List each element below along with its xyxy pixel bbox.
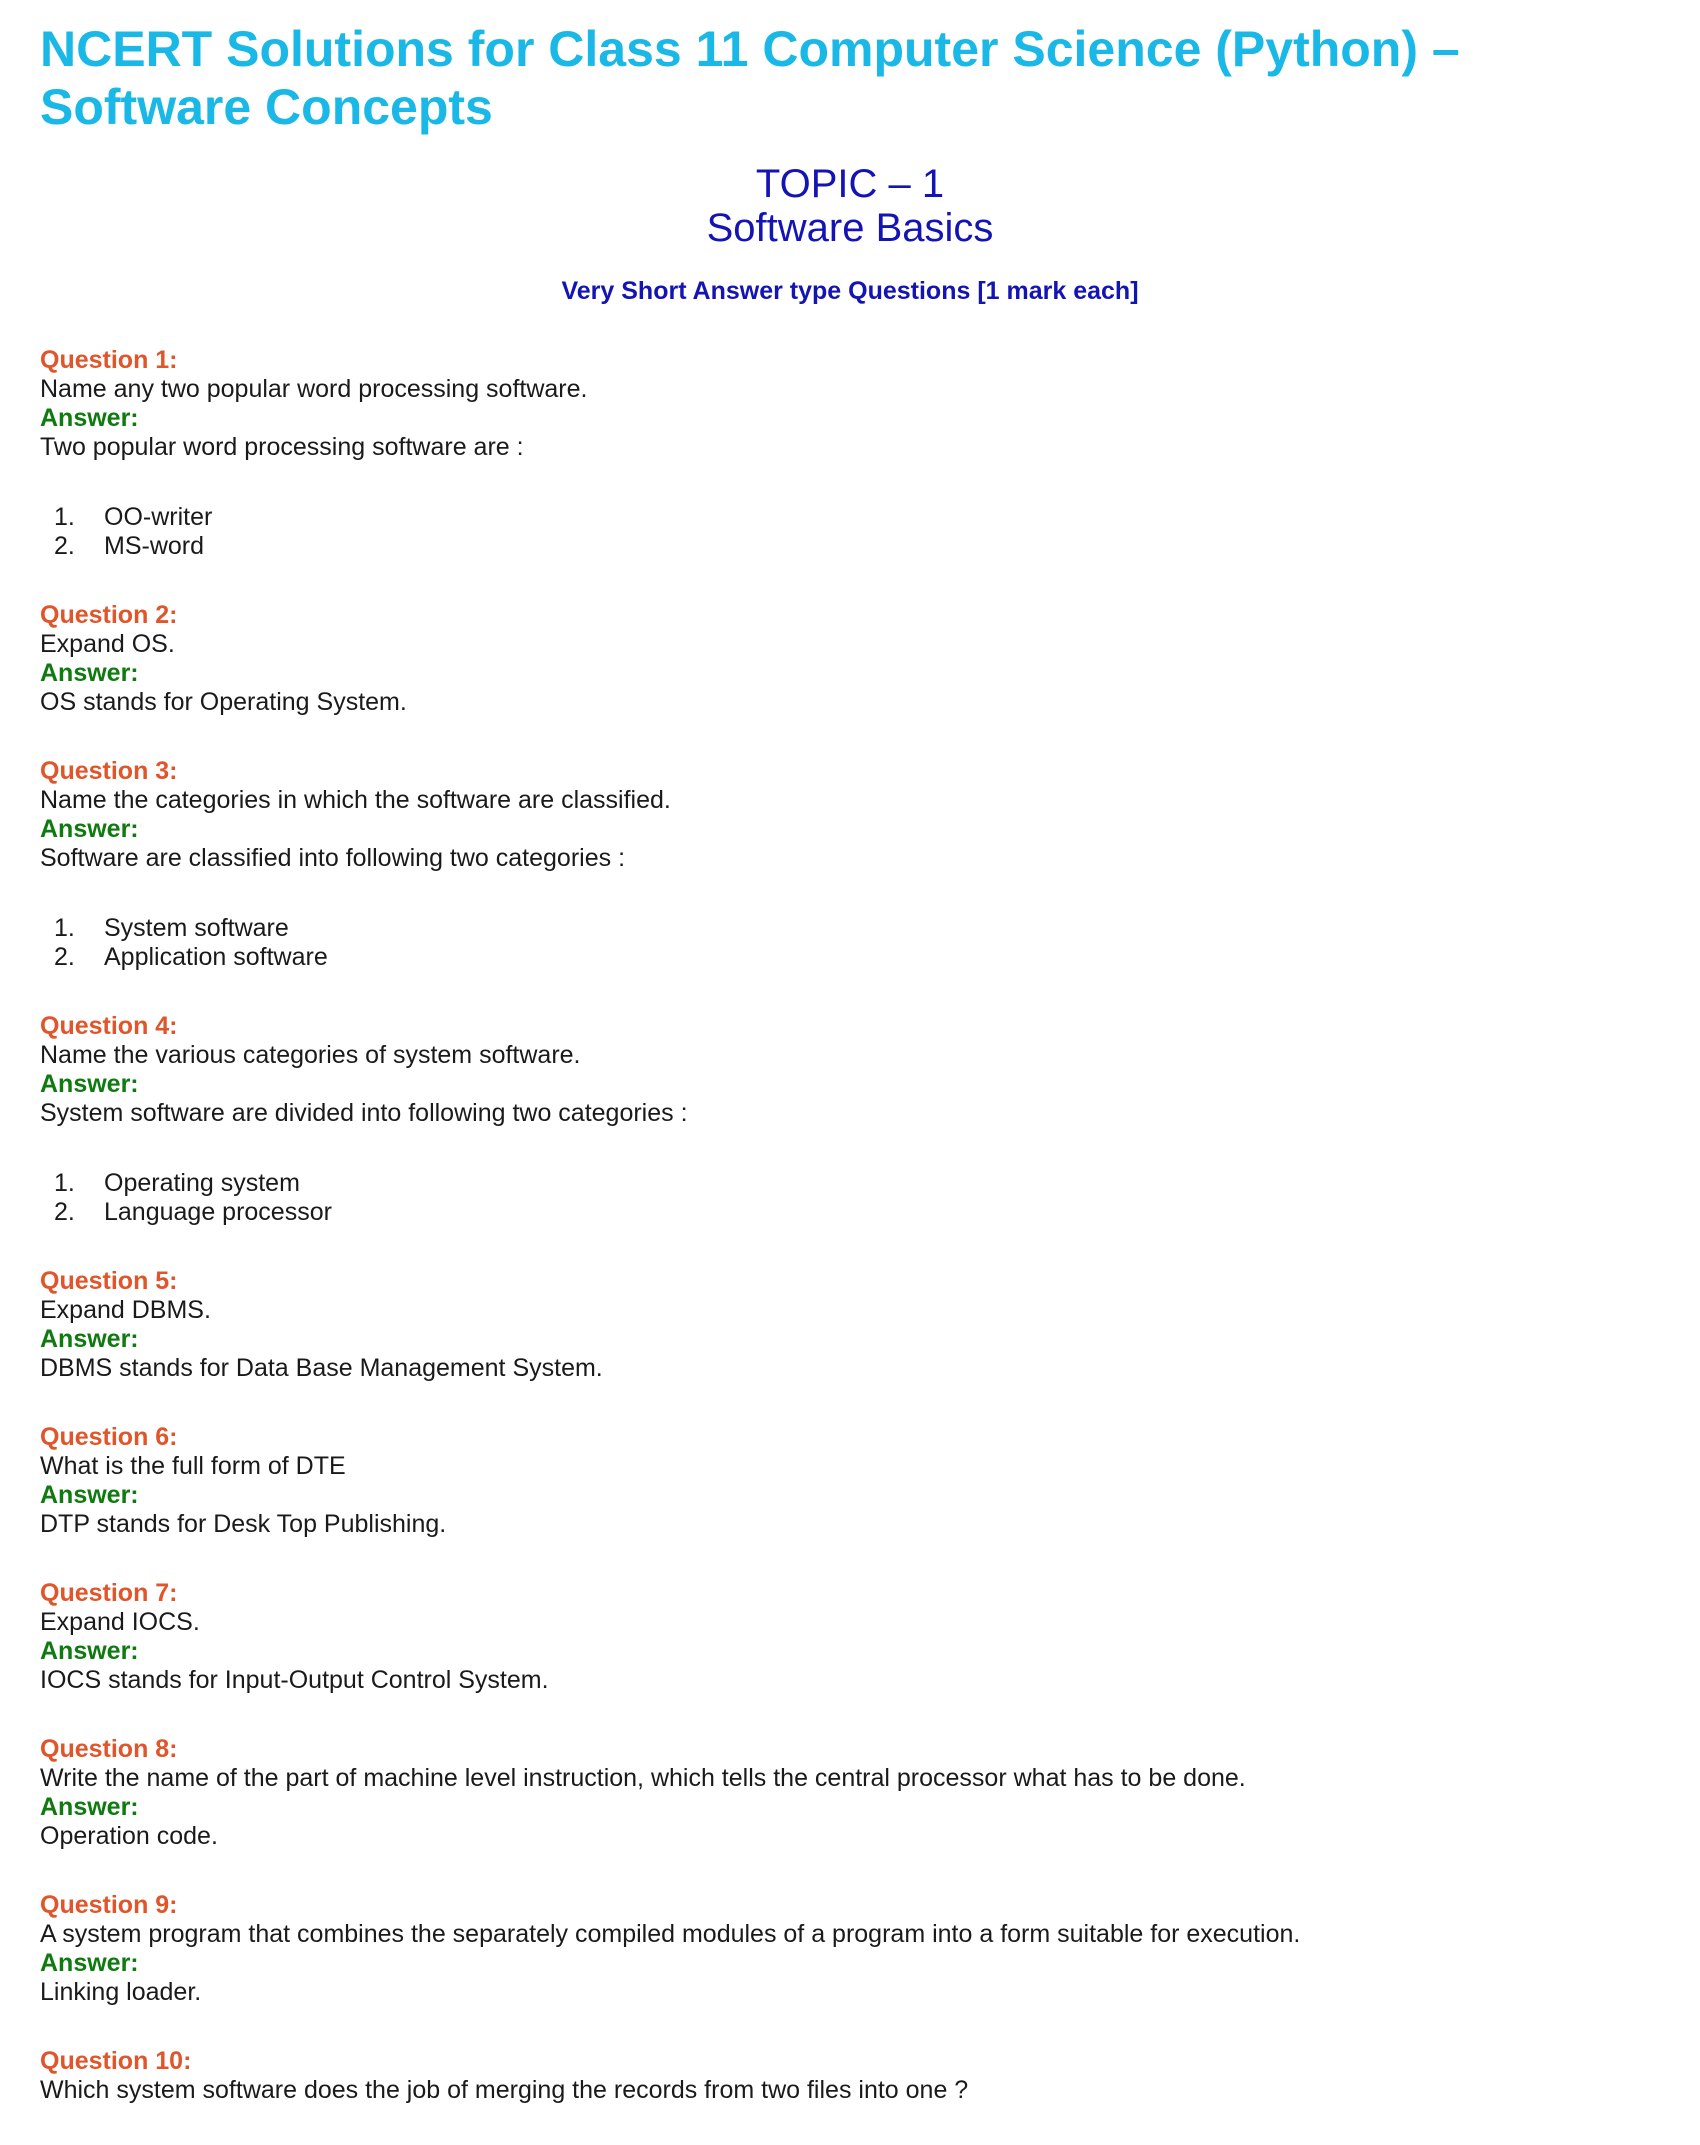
- answer-label: Answer:: [40, 1793, 139, 1821]
- question-text: Which system software does the job of merging the records from two files into one ?: [40, 2076, 969, 2104]
- question-label: Question 4:: [40, 1012, 178, 1040]
- answer-list-item: [40, 532, 1660, 561]
- answer-text: Software are classified into following two categories :: [40, 844, 626, 872]
- answer-list: [40, 914, 1660, 972]
- answer-label: Answer:: [40, 404, 139, 432]
- question-text: Name the various categories of system software.: [40, 1041, 581, 1069]
- question-text: Name any two popular word processing software.: [40, 375, 588, 403]
- question-text: Expand OS.: [40, 630, 175, 658]
- answer-text: System software are divided into following two categories :: [40, 1099, 688, 1127]
- qa-item: [40, 1579, 1660, 1695]
- answer-label: Answer:: [40, 1481, 139, 1509]
- list-text: System software: [104, 914, 289, 942]
- list-number: 1.: [54, 914, 75, 942]
- answer-label: Answer:: [40, 659, 139, 687]
- question-label: Question 3:: [40, 757, 178, 785]
- qa-item: [40, 1891, 1660, 2007]
- answer-label: Answer:: [40, 815, 139, 843]
- question-label: Question 2:: [40, 601, 178, 629]
- qa-item: [40, 1423, 1660, 1539]
- qa-item: [40, 1735, 1660, 1851]
- answer-list-item: [40, 1169, 1660, 1198]
- question-label: Question 8:: [40, 1735, 178, 1763]
- question-label: Question 10:: [40, 2047, 192, 2075]
- list-number: 2.: [54, 1198, 75, 1226]
- answer-list: [40, 503, 1660, 561]
- question-text: What is the full form of DTE: [40, 1452, 346, 1480]
- question-label: Question 5:: [40, 1267, 178, 1295]
- answer-text: Two popular word processing software are :: [40, 433, 524, 461]
- question-text: Write the name of the part of machine level instruction, which tells the central processor what has to be done.: [40, 1764, 1246, 1792]
- answer-list-item: [40, 943, 1660, 972]
- section-heading: Very Short Answer type Questions [1 mark each]: [561, 277, 1139, 305]
- answer-text: Linking loader.: [40, 1978, 202, 2006]
- question-text: Expand IOCS.: [40, 1608, 200, 1636]
- topic-title: Software Basics: [706, 206, 994, 250]
- answer-text: IOCS stands for Input-Output Control System.: [40, 1666, 549, 1694]
- answer-list-item: [40, 914, 1660, 943]
- question-label: Question 7:: [40, 1579, 178, 1607]
- qa-item: [40, 1012, 1660, 1227]
- page-title: NCERT Solutions for Class 11 Computer Science (Python) – Software Concepts: [40, 21, 1460, 135]
- list-number: 2.: [54, 532, 75, 560]
- question-text: A system program that combines the separately compiled modules of a program into a form suitable for execution.: [40, 1920, 1301, 1948]
- list-number: 2.: [54, 943, 75, 971]
- question-text: Name the categories in which the software are classified.: [40, 786, 671, 814]
- question-text: Expand DBMS.: [40, 1296, 211, 1324]
- qa-item: [40, 1267, 1660, 1383]
- qa-item: [40, 346, 1660, 561]
- qa-list: [40, 346, 1660, 2145]
- list-text: Application software: [104, 943, 328, 971]
- answer-text: OS stands for Operating System.: [40, 688, 407, 716]
- list-number: 1.: [54, 1169, 75, 1197]
- answer-list-item: [40, 503, 1660, 532]
- qa-item: [40, 2047, 1660, 2105]
- question-label: Question 6:: [40, 1423, 178, 1451]
- answer-label: Answer:: [40, 1637, 139, 1665]
- answer-label: Answer:: [40, 1325, 139, 1353]
- list-number: 1.: [54, 503, 75, 531]
- answer-text: DTP stands for Desk Top Publishing.: [40, 1510, 447, 1538]
- topic-number: TOPIC – 1: [755, 162, 945, 206]
- list-text: Operating system: [104, 1169, 300, 1197]
- list-text: Language processor: [104, 1198, 332, 1226]
- answer-text: Operation code.: [40, 1822, 218, 1850]
- answer-label: Answer:: [40, 1070, 139, 1098]
- answer-list-item: [40, 1198, 1660, 1227]
- question-label: Question 1:: [40, 346, 178, 374]
- qa-item: [40, 601, 1660, 717]
- list-text: MS-word: [104, 532, 205, 560]
- answer-list: [40, 1169, 1660, 1227]
- answer-label: Answer:: [40, 1949, 139, 1977]
- qa-item: [40, 757, 1660, 972]
- list-text: OO-writer: [104, 503, 213, 531]
- question-label: Question 9:: [40, 1891, 178, 1919]
- answer-text: DBMS stands for Data Base Management System.: [40, 1354, 603, 1382]
